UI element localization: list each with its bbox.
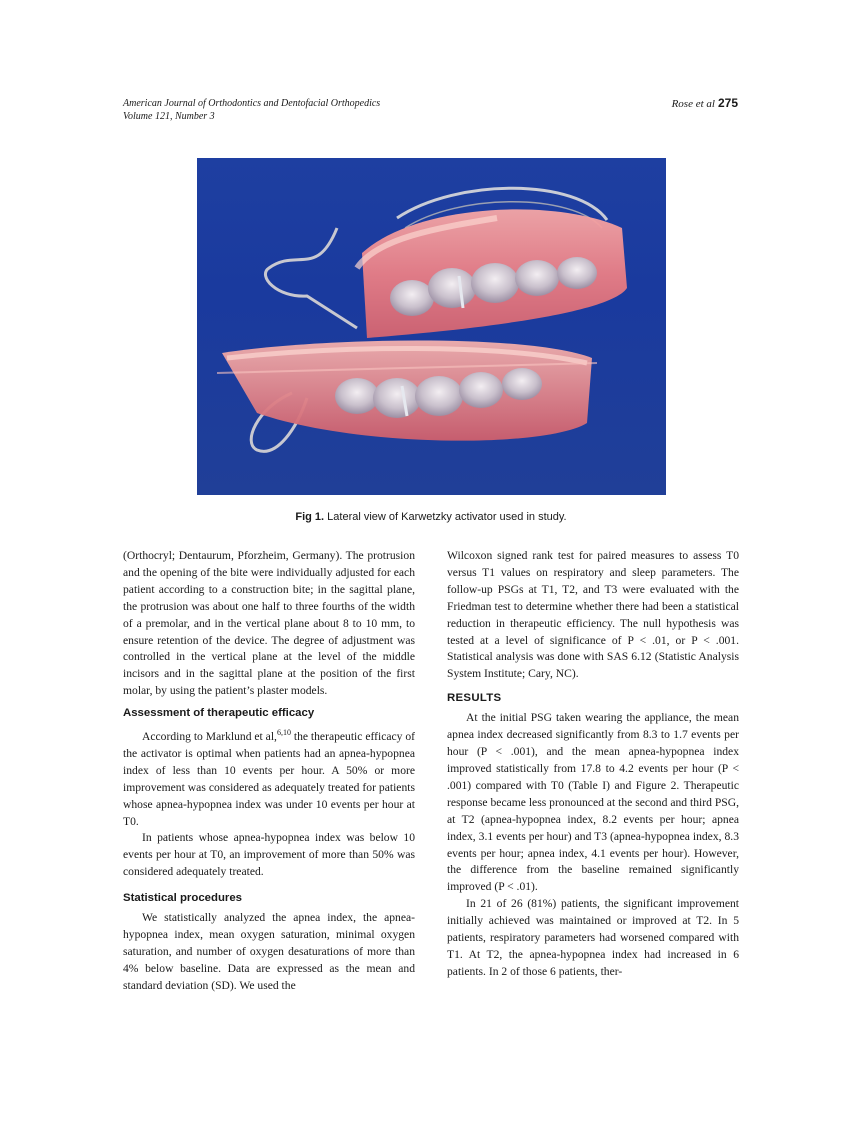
running-header-left xyxy=(123,97,380,123)
right-column xyxy=(447,548,739,981)
paragraph: In patients whose apnea-hypopnea index was below 10 events per hour at T0, an improvement of more than 50% was considered adequately treated. xyxy=(123,831,415,879)
section-heading: Statistical procedures xyxy=(123,892,243,905)
paragraph: We statistically analyzed the apnea index, the apnea-hypopnea index, mean oxygen saturation, minimal oxygen saturation, and number of oxygen desaturations of more than 4% below baseline. Data are expressed as the mean and standard deviation (SD). We used the xyxy=(123,911,415,992)
figure-label: Fig 1. xyxy=(295,511,325,523)
section-heading: Assessment of therapeutic efficacy xyxy=(123,707,315,720)
figure-caption xyxy=(0,511,862,523)
volume-number: Volume 121, Number 3 xyxy=(123,111,215,122)
citation-superscript: 6,10 xyxy=(276,728,291,738)
paragraph-text: According to Marklund et al, xyxy=(142,730,277,744)
paragraph: In 21 of 26 (81%) patients, the significant improvement initially achieved was maintained or improved at T2. In 5 patients, respiratory parameters had worsened compared with T1. At T2, the apnea-hypopnea index had increased in 6 patients. In 2 of those 6 patients, ther- xyxy=(447,897,739,978)
page-number: 275 xyxy=(717,96,738,110)
paragraph: (Orthocryl; Dentaurum, Pforzheim, Germany). The protrusion and the opening of the bite were individually adjusted for each patient according to a construction bite; in the sagittal plane, the protrusion was about one half to three fourths of the width of a premolar, and in the vertical plane about 8 to 10 mm, to ensure retention of the device. The degree of adjustment was controlled in the vertical plane at the level of the middle incisors and in the sagittal plane at the position of the first molar, by using the patient’s plaster models. xyxy=(123,549,415,698)
figure-caption-text: Lateral view of Karwetzky activator used in study. xyxy=(327,511,567,523)
section-heading: RESULTS xyxy=(447,692,502,705)
journal-title: American Journal of Orthodontics and Dentofacial Orthopedics xyxy=(123,98,381,109)
paragraph: Wilcoxon signed rank test for paired measures to assess T0 versus T1 values on respiratory and sleep parameters. The follow-up PSGs at T1, T2, and T3 were evaluated with the Friedman test to determine whether there had been a statistical reduction in therapeutic efficiency. The null hypothesis was tested at a level of significance of P < .01, or P < .001. Statistical analysis was done with SAS 6.12 (Statistic Analysis System Institute; Cary, NC). xyxy=(447,549,739,681)
activator-illustration xyxy=(197,158,666,495)
paragraph-text: the therapeutic efficacy of the activator is optimal when patients had an apnea-hypopnea index of less than 10 events per hour. A 50% or more improvement was considered as adequately treated for patients whose apnea-hypopnea index was under 10 events per hour at T0. xyxy=(123,730,415,828)
paragraph xyxy=(123,725,415,830)
paragraph: At the initial PSG taken wearing the appliance, the mean apnea index decreased significantly from 8.3 to 1.7 events per hour (P < .001), and the mean apnea-hypopnea index improved statistically from 17.8 to 4.2 events per hour (P < .001) compared with T0 (Table I) and Figure 2. Therapeutic response became less pronounced at the second and third PSG, at T2 (apnea-hypopnea index, 8.2 events per hour; apnea index, 3.1 events per hour) and T3 (apnea-hypopnea index, 8.3 events per hour; apnea index, 4.1 events per hour). However, the difference from the baseline remained significantly improved (P < .01). xyxy=(447,711,739,894)
left-column xyxy=(123,548,415,995)
running-header-right xyxy=(672,96,738,110)
author-label: Rose et al xyxy=(671,98,715,110)
figure-activator-photo xyxy=(197,158,666,495)
